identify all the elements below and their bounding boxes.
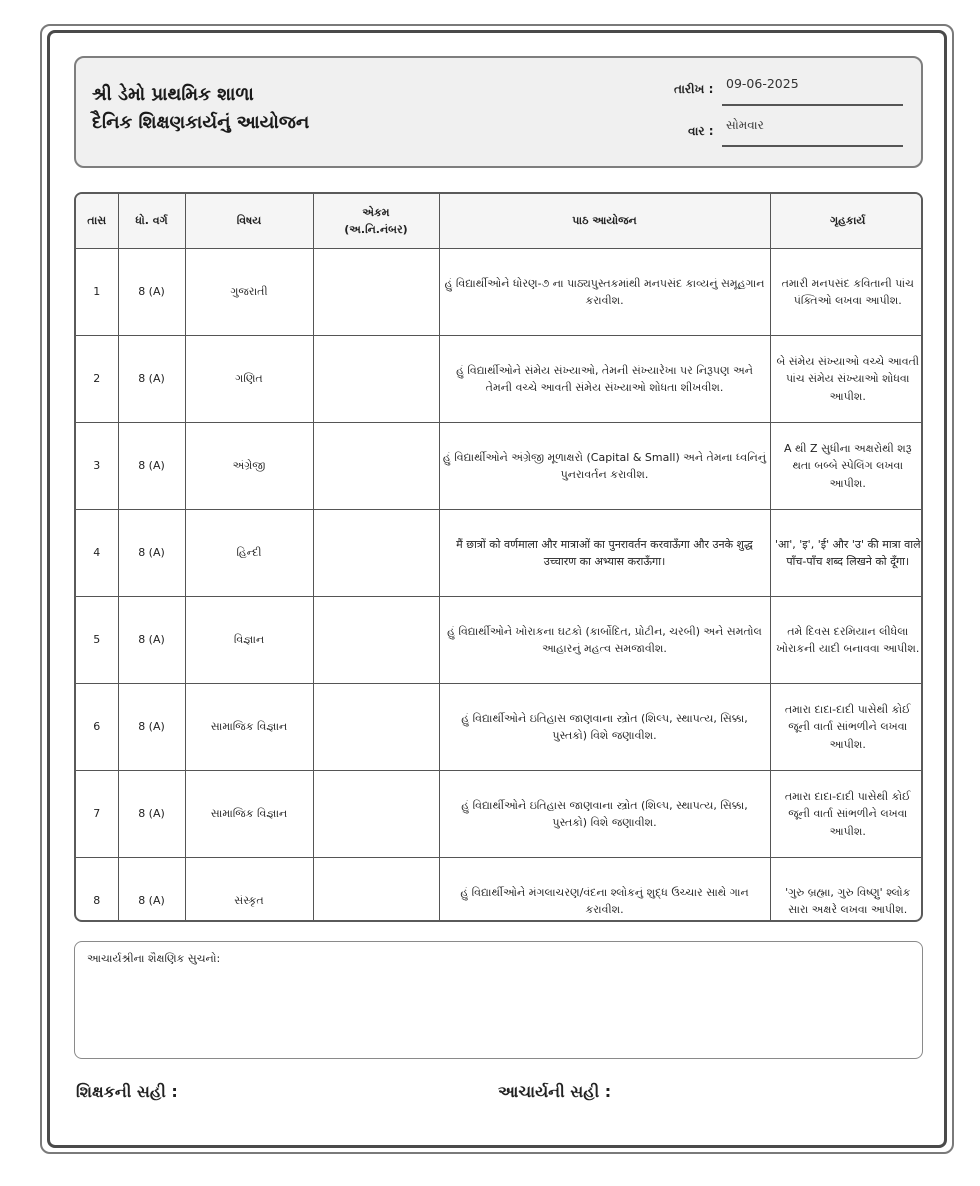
cell-lesson-plan: હું વિદ્યાર્થીઓને ઇતિહાસ જાણવાના સ્ત્રોત (શિલ્પ, સ્થાપત્ય, સિક્કા, પુસ્તકો) વિશે જણાવીશ. [439,771,770,858]
cell-period: 4 [76,510,118,597]
cell-period: 1 [76,249,118,336]
cell-period: 8 [76,858,118,923]
cell-subject: અંગ્રેજી [185,423,313,510]
cell-class: 8 (A) [118,597,185,684]
principal-remarks-label: આચાર્યશ્રીના શૈક્ષણિક સુચનો: [87,952,221,965]
cell-homework: બે સંમેય સંખ્યાઓ વચ્ચે આવતી પાંચ સંમેય સંખ્યાઓ શોધવા આપીશ. [770,336,923,423]
cell-unit [313,771,439,858]
day-underline [722,145,903,147]
cell-homework: તમારા દાદા-દાદી પાસેથી કોઈ જૂની વાર્તા સાંભળીને લખવા આપીશ. [770,684,923,771]
lesson-plan-grid [76,194,923,922]
day-label: વાર : [688,124,714,138]
cell-class: 8 (A) [118,249,185,336]
col-header-unit: એકમ (અ.નિ.નંબર) [313,194,439,249]
cell-subject: સામાજિક વિજ્ઞાન [185,771,313,858]
principal-signature-label: આચાર્યની સહી : [498,1082,612,1101]
lesson-plan-table [74,192,923,922]
cell-period: 3 [76,423,118,510]
cell-period: 7 [76,771,118,858]
table-row [76,249,923,336]
date-underline [722,104,903,106]
table-row [76,423,923,510]
table-row [76,336,923,423]
cell-subject: સંસ્કૃત [185,858,313,923]
cell-class: 8 (A) [118,423,185,510]
table-row [76,510,923,597]
cell-subject: ગુજરાતી [185,249,313,336]
table-row [76,858,923,923]
cell-class: 8 (A) [118,336,185,423]
principal-remarks-box [74,941,923,1059]
cell-unit [313,858,439,923]
cell-subject: સામાજિક વિજ્ઞાન [185,684,313,771]
cell-unit [313,597,439,684]
cell-period: 5 [76,597,118,684]
cell-subject: ગણિત [185,336,313,423]
cell-lesson-plan: मैं छात्रों को वर्णमाला और मात्राओं का पुनरावर्तन करवाऊँगा और उनके शुद्ध उच्चारण का अभ्यास कराऊँगा। [439,510,770,597]
cell-unit [313,423,439,510]
cell-subject: વિજ્ઞાન [185,597,313,684]
cell-class: 8 (A) [118,771,185,858]
table-row [76,684,923,771]
cell-class: 8 (A) [118,858,185,923]
table-row [76,771,923,858]
cell-homework: તમારા દાદા-દાદી પાસેથી કોઈ જૂની વાર્તા સાંભળીને લખવા આપીશ. [770,771,923,858]
cell-period: 6 [76,684,118,771]
cell-class: 8 (A) [118,684,185,771]
cell-unit [313,249,439,336]
table-header-row [76,194,923,249]
table-row [76,597,923,684]
cell-unit [313,510,439,597]
date-value: 09-06-2025 [726,76,799,91]
plan-title: દૈનિક શિક્ષણકાર્યનું આયોજન [92,112,310,133]
cell-lesson-plan: હું વિદ્યાર્થીઓને ઇતિહાસ જાણવાના સ્ત્રોત (શિલ્પ, સ્થાપત્ય, સિક્કા, પુસ્તકો) વિશે જણાવીશ. [439,684,770,771]
cell-lesson-plan: હું વિદ્યાર્થીઓને સંમેય સંખ્યાઓ, તેમની સંખ્યારેખા પર નિરૂપણ અને તેમની વચ્ચે આવતી સંમેય સંખ્યાઓ શોધતા શીખવીશ. [439,336,770,423]
document-header [74,56,923,168]
cell-class: 8 (A) [118,510,185,597]
col-header-class: ધો. વર્ગ [118,194,185,249]
cell-unit [313,684,439,771]
col-header-lesson-plan: પાઠ આયોજન [439,194,770,249]
cell-homework: તમે દિવસ દરમિયાન લીધેલા ખોરાકની યાદી બનાવવા આપીશ. [770,597,923,684]
date-label: તારીખ : [674,82,714,96]
cell-homework: તમારી મનપસંદ કવિતાની પાંચ પંક્તિઓ લખવા આપીશ. [770,249,923,336]
cell-lesson-plan: હું વિદ્યાર્થીઓને મંગલાચરણ/વંદના શ્લોકનું શુદ્ધ ઉચ્ચાર સાથે ગાન કરાવીશ. [439,858,770,923]
cell-lesson-plan: હું વિદ્યાર્થીઓને ખોરાકના ઘટકો (કાર્બોદિત, પ્રોટીન, ચરબી) અને સમતોલ આહારનું મહત્વ સમજાવીશ. [439,597,770,684]
cell-homework: 'आ', 'इ', 'ई' और 'उ' की मात्रा वाले पाँच-पाँच शब्द लिखने को दूँगा। [770,510,923,597]
col-header-subject: વિષય [185,194,313,249]
cell-subject: હિન્દી [185,510,313,597]
cell-homework: A થી Z સુધીના અક્ષરોથી શરૂ થતા બબ્બે સ્પેલિંગ લખવા આપીશ. [770,423,923,510]
school-name: શ્રી ડેમો પ્રાથમિક શાળા [92,84,254,105]
cell-lesson-plan: હું વિદ્યાર્થીઓને ધોરણ-૭ ના પાઠ્યપુસ્તકમાંથી મનપસંદ કાવ્યનું સમૂહગાન કરાવીશ. [439,249,770,336]
teacher-signature-label: શિક્ષકની સહી : [76,1082,178,1101]
col-header-homework: ગૃહકાર્ય [770,194,923,249]
cell-unit [313,336,439,423]
cell-lesson-plan: હું વિદ્યાર્થીઓને અંગ્રેજી મૂળાક્ષરો (Capital & Small) અને તેમના ધ્વનિનું પુનરાવર્તન કરાવીશ. [439,423,770,510]
cell-period: 2 [76,336,118,423]
day-value: સોમવાર [726,118,764,132]
col-header-period: તાસ [76,194,118,249]
cell-homework: 'ગુરુ બ્રહ્મા, ગુરુ વિષ્ણુ' શ્લોક સારા અક્ષરે લખવા આપીશ. [770,858,923,923]
